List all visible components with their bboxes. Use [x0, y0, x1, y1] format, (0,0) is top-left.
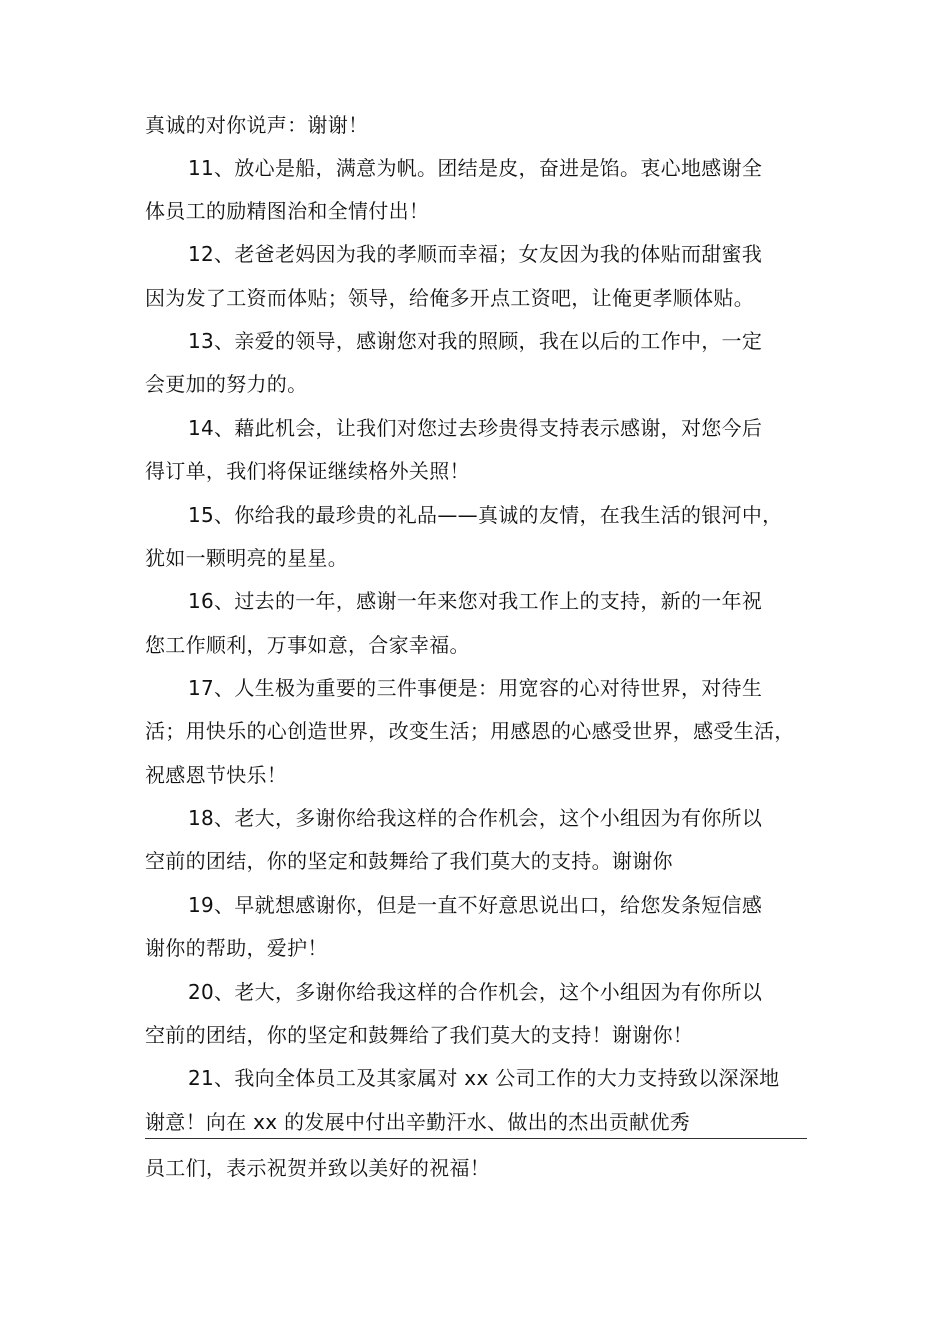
text-line: 犹如一颗明亮的星星。 [145, 546, 348, 570]
text-line: 20、老大，多谢你给我这样的合作机会，这个小组因为有你所以 [188, 980, 763, 1004]
text-line: 11、放心是船，满意为帆。团结是皮，奋进是馅。衷心地感谢全 [188, 156, 763, 180]
text-line: 活；用快乐的心创造世界，改变生活；用感恩的心感受世界，感受生活， [145, 719, 795, 743]
text-line: 谢你的帮助，爱护！ [145, 936, 328, 960]
text-line: 17、人生极为重要的三件事便是：用宽容的心对待世界，对待生 [188, 676, 763, 700]
text-line: 19、早就想感谢你，但是一直不好意思说出口，给您发条短信感 [188, 893, 763, 917]
text-line: 真诚的对你说声：谢谢！ [145, 113, 369, 137]
text-line: 18、老大，多谢你给我这样的合作机会，这个小组因为有你所以 [188, 806, 763, 830]
text-line: 谢意！向在 xx 的发展中付出辛勤汗水、做出的杰出贡献优秀 [145, 1110, 691, 1134]
text-line: 16、过去的一年，感谢一年来您对我工作上的支持，新的一年祝 [188, 589, 763, 613]
text-line: 13、亲爱的领导，感谢您对我的照顾，我在以后的工作中，一定 [188, 329, 763, 353]
text-line: 14、藉此机会，让我们对您过去珍贵得支持表示感谢，对您今后 [188, 416, 763, 440]
text-line: 祝感恩节快乐！ [145, 763, 288, 787]
text-line: 15、你给我的最珍贵的礼品——真诚的友情，在我生活的银河中， [188, 503, 783, 527]
text-line: 因为发了工资而体贴；领导，给俺多开点工资吧，让俺更孝顺体贴。 [145, 286, 754, 310]
text-line: 您工作顺利，万事如意，合家幸福。 [145, 633, 470, 657]
text-line: 员工们，表示祝贺并致以美好的祝福！ [145, 1156, 491, 1180]
text-line: 会更加的努力的。 [145, 372, 308, 396]
text-line: 12、老爸老妈因为我的孝顺而幸福；女友因为我的体贴而甜蜜我 [188, 242, 763, 266]
text-line: 体员工的励精图治和全情付出！ [145, 199, 430, 223]
text-line: 空前的团结，你的坚定和鼓舞给了我们莫大的支持！谢谢你！ [145, 1023, 694, 1047]
text-line: 空前的团结，你的坚定和鼓舞给了我们莫大的支持。谢谢你 [145, 849, 673, 873]
text-line: 21、我向全体员工及其家属对 xx 公司工作的大力支持致以深深地 [188, 1066, 780, 1090]
text-line: 得订单，我们将保证继续格外关照！ [145, 459, 470, 483]
page-break-rule [145, 1138, 807, 1139]
